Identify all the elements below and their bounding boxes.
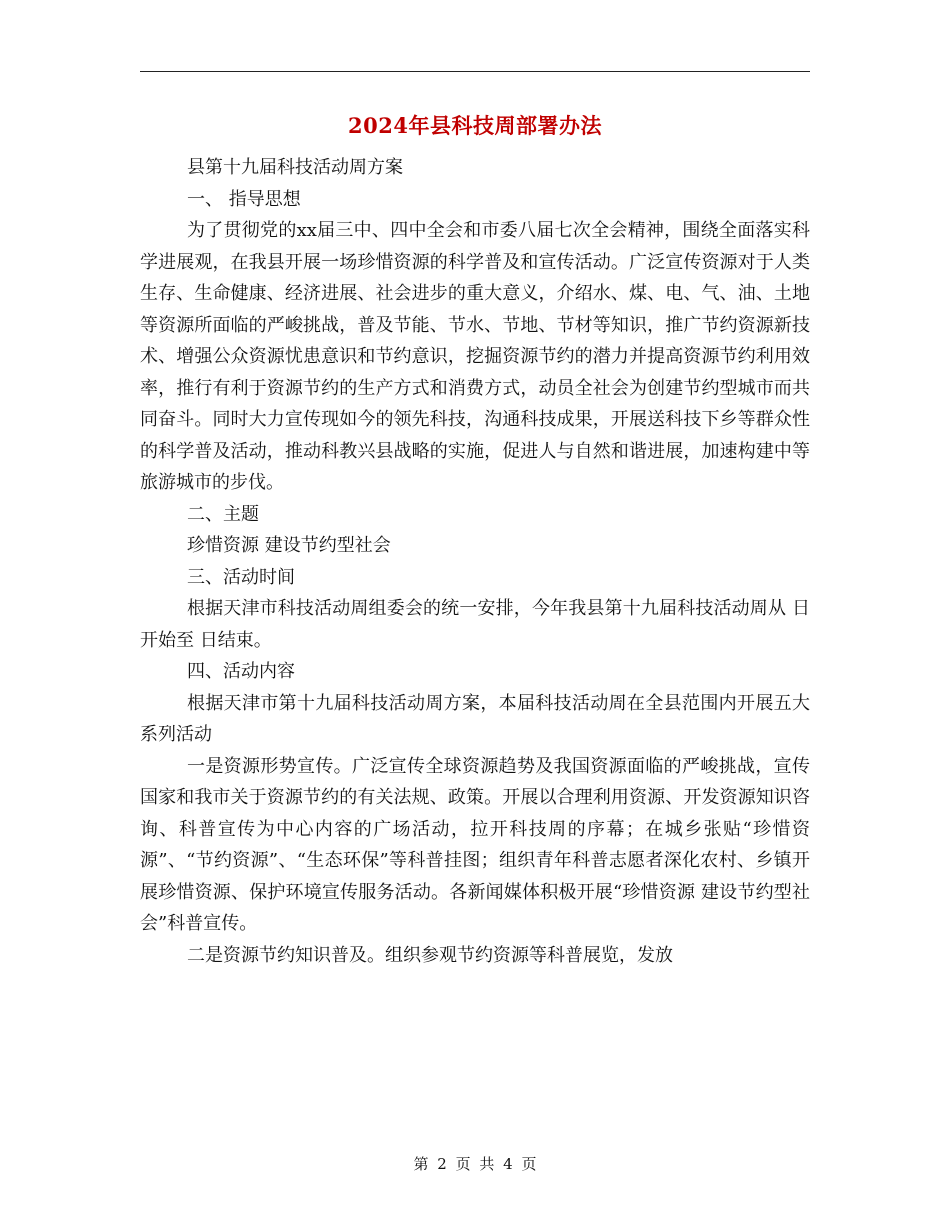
header-rule xyxy=(140,71,810,72)
heading-activity-time: 三、活动时间 xyxy=(187,566,295,588)
heading-theme: 二、主题 xyxy=(187,503,259,525)
heading-activity-content: 四、活动内容 xyxy=(187,661,295,682)
paragraph-activity-one: 一是资源形势宣传。广泛宣传全球资源趋势及我国资源面临的严峻挑战，宣传国家和我市关于资源节约的有关法规、政策。开展以合理利用资源、开发资源知识咨询、科普宣传为中心内容的广场活动，拉开科技周的序幕；在城乡张贴“珍惜资源”、“节约资源”、“生态环保”等科普挂图；组织青年科普志愿者深化农村、乡镇开展珍惜资源、保护环境宣传服务活动。各新闻媒体积极开展“珍惜资源 建设节约型社会”科普宣传。 xyxy=(140,755,810,934)
paragraph-plan-name: 县第十九届科技活动周方案 xyxy=(187,157,403,178)
paragraph-activity-two: 二是资源节约知识普及。组织参观节约资源等科普展览，发放 xyxy=(187,944,673,966)
document-body xyxy=(140,152,810,971)
paragraph-activity-time: 根据天津市科技活动周组委会的统一安排，今年我县第十九届科技活动周从 日开始至 日结束。 xyxy=(140,598,810,651)
paragraph-guiding-thought: 为了贯彻党的xx届三中、四中全会和市委八届七次全会精神，围绕全面落实科学进展观，在我县开展一场珍惜资源的科学普及和宣传活动。广泛宣传资源对于人类生存、生命健康、经济进展、社会进步的重大意义，介绍水、煤、电、气、油、土地等资源所面临的严峻挑战，普及节能、节水、节地、节材等知识，推广节约资源新技术、增强公众资源忧患意识和节约意识，挖掘资源节约的潜力并提高资源节约利用效率，推行有利于资源节约的生产方式和消费方式，动员全社会为创建节约型城市而共同奋斗。同时大力宣传现如今的领先科技，沟通科技成果，开展送科技下乡等群众性的科学普及活动，推动科教兴县战略的实施，促进人与自然和谐进展，加速构建中等旅游城市的步伐。 xyxy=(140,220,810,493)
paragraph-activity-overview: 根据天津市第十九届科技活动周方案，本届科技活动周在全县范围内开展五大系列活动 xyxy=(140,692,810,745)
page-number: 第 2 页 共 4 页 xyxy=(413,1155,537,1173)
paragraph-theme: 珍惜资源 建设节约型社会 xyxy=(187,535,391,556)
document-title: 2024年县科技周部署办法 xyxy=(348,113,602,138)
heading-guiding-thought: 一、 指导思想 xyxy=(187,188,301,210)
